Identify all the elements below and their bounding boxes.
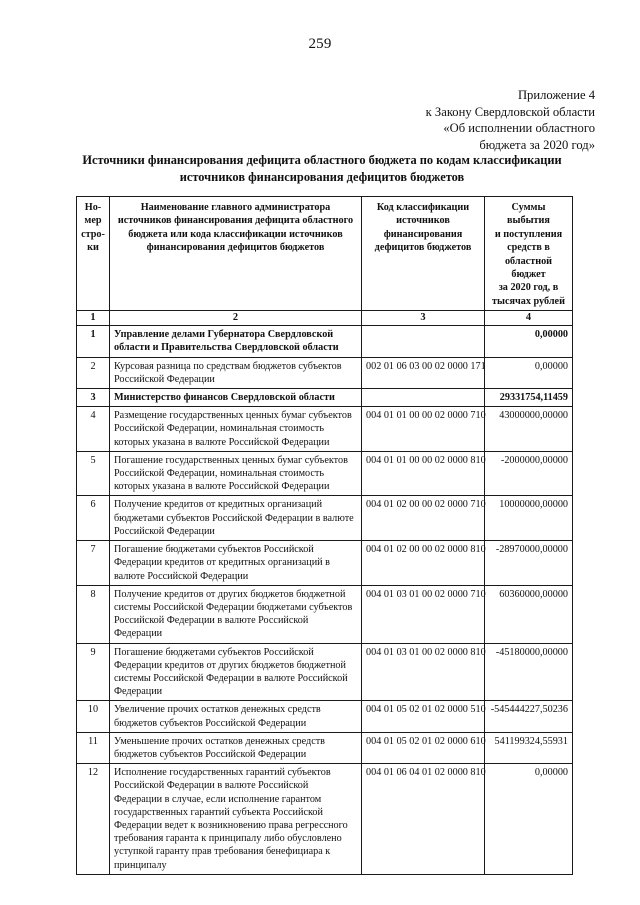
cell-administrator-name [110, 496, 362, 541]
text-line: Код классификации [376, 202, 470, 213]
text-line: дефицитов бюджетов [374, 242, 472, 254]
text-line: государственных гарантий субъекта Российской [114, 806, 323, 818]
cell-classification-code: 004 01 02 00 00 02 0000 810 [362, 541, 485, 586]
approval-line-1: Приложение 4 [517, 88, 595, 102]
column-number-row [77, 311, 573, 326]
cell-classification-code: 004 01 06 04 01 02 0000 810 [362, 764, 485, 875]
text-line: Увеличение прочих остатков денежных средств [114, 704, 321, 716]
text-line: Федерации кредитов от кредитных организаций в [114, 557, 330, 569]
table-row [77, 407, 573, 452]
header-amounts [485, 197, 573, 311]
cell-row-number: 12 [77, 764, 110, 875]
approval-block [295, 87, 595, 153]
column-number-4: 4 [485, 311, 573, 326]
text-line: Получение кредитов от других бюджетов бюджетной [114, 588, 346, 600]
document-title-line-2: источников финансирования дефицитов бюджетов [179, 169, 465, 184]
text-line: Российской Федерации [114, 373, 215, 385]
cell-amount: -545444227,50236 [485, 701, 573, 732]
cell-amount: 0,00000 [485, 357, 573, 388]
cell-amount: 541199324,55931 [485, 732, 573, 763]
text-line: источников финансирования дефицита областного [117, 215, 354, 227]
cell-classification-code: 004 01 05 02 01 02 0000 610 [362, 732, 485, 763]
text-line: за 2020 год, в [498, 282, 559, 294]
cell-administrator-name [110, 357, 362, 388]
cell-amount: 10000000,00000 [485, 496, 573, 541]
header-classification-code [362, 197, 485, 311]
document-title [68, 152, 576, 185]
column-number-2: 2 [110, 311, 362, 326]
text-line: областной бюджет [504, 255, 553, 281]
cell-row-number: 3 [77, 389, 110, 407]
text-line: системы Российской Федерации бюджетами субъектов [114, 601, 353, 613]
header-administrator-name [110, 197, 362, 311]
budget-table [76, 196, 573, 875]
cell-classification-code: 004 01 01 00 00 02 0000 710 [362, 407, 485, 452]
text-line: средств в [507, 242, 550, 254]
cell-row-number: 5 [77, 451, 110, 496]
text-line: Федерации в случае, если исполнение гарантом [114, 793, 322, 805]
text-line: Российской Федерации в валюте Российской [114, 615, 309, 627]
cell-classification-code [362, 389, 485, 407]
table-row [77, 643, 573, 701]
text-line: Федерации [114, 628, 163, 640]
text-line: и поступления [494, 228, 563, 240]
text-line: мер [84, 215, 102, 227]
text-line: Размещение государственных ценных бумаг субъектов [114, 410, 352, 422]
table-body [77, 311, 573, 875]
cell-amount: 60360000,00000 [485, 585, 573, 643]
text-line: Федерации кредитов от других бюджетов бюджетной [114, 659, 346, 671]
cell-amount: -28970000,00000 [485, 541, 573, 586]
text-line: Погашение бюджетами субъектов Российской [114, 646, 314, 658]
text-line: тысячах рублей [492, 295, 565, 307]
cell-amount: 0,00000 [485, 326, 573, 357]
cell-classification-code: 004 01 02 00 00 02 0000 710 [362, 496, 485, 541]
approval-line-4: бюджета за 2020 год» [479, 137, 595, 152]
text-line: Исполнение государственных гарантий субъектов [114, 767, 331, 779]
cell-row-number: 2 [77, 357, 110, 388]
text-line: которых указана в валюте Российской Федерации [114, 481, 330, 493]
text-line: Федерации ведет к возникновению права регрессного [114, 819, 348, 831]
cell-row-number: 1 [77, 326, 110, 357]
cell-classification-code [362, 326, 485, 357]
cell-amount: -2000000,00000 [485, 451, 573, 496]
cell-classification-code: 004 01 03 01 00 02 0000 810 [362, 643, 485, 701]
cell-row-number: 8 [77, 585, 110, 643]
text-line: Министерство финансов Свердловской области [114, 392, 335, 404]
text-line: которых указана в валюте Российской Федерации [114, 436, 330, 448]
text-line: бюджетов субъектов Российской Федерации [114, 748, 307, 760]
cell-administrator-name [110, 585, 362, 643]
budget-table-container [76, 196, 572, 875]
cell-amount: 0,00000 [485, 764, 573, 875]
cell-administrator-name [110, 451, 362, 496]
column-number-3: 3 [362, 311, 485, 326]
text-line: Погашение государственных ценных бумаг субъектов [114, 454, 348, 466]
table-row [77, 357, 573, 388]
text-line: финансирования [383, 228, 463, 240]
text-line: Российской Федерации [114, 525, 215, 537]
cell-administrator-name [110, 643, 362, 701]
text-line: Федерации [114, 686, 163, 698]
cell-administrator-name [110, 764, 362, 875]
text-line: Российской Федерации, номинальная стоимость [114, 468, 325, 480]
text-line: Управление делами Губернатора Свердловской [114, 329, 334, 341]
cell-classification-code: 004 01 01 00 00 02 0000 810 [362, 451, 485, 496]
cell-row-number: 11 [77, 732, 110, 763]
table-header [77, 197, 573, 311]
text-line: Наименование главного администратора [140, 202, 331, 213]
text-line: Российской Федерации, номинальная стоимость [114, 423, 325, 435]
table-row [77, 389, 573, 407]
approval-line-2: к Закону Свердловской области [425, 104, 595, 119]
cell-row-number: 7 [77, 541, 110, 586]
column-number-1: 1 [77, 311, 110, 326]
table-header-row [77, 197, 573, 311]
text-line: Но- [84, 202, 102, 213]
text-line: бюджета или кода классификации источников [128, 228, 343, 240]
text-line: Уменьшение прочих остатков денежных средств [114, 735, 325, 747]
cell-amount: -45180000,00000 [485, 643, 573, 701]
header-row-number [77, 197, 110, 311]
text-line: бюджетами субъектов Российской Федерации в валюте [114, 512, 354, 524]
approval-line-3: «Об исполнении областного [443, 121, 595, 135]
table-row [77, 451, 573, 496]
text-line: финансирования дефицитов бюджетов [146, 242, 325, 254]
table-row [77, 326, 573, 357]
text-line: области и Правительства Свердловской области [114, 342, 339, 354]
page-number: 259 [308, 36, 332, 52]
cell-amount: 29331754,11459 [485, 389, 573, 407]
table-row [77, 496, 573, 541]
cell-administrator-name [110, 541, 362, 586]
text-line: Получение кредитов от кредитных организаций [114, 499, 323, 511]
text-line: Курсовая разница по средствам бюджетов субъектов [114, 360, 342, 372]
cell-amount: 43000000,00000 [485, 407, 573, 452]
table-row [77, 764, 573, 875]
text-line: уступкой гаранту прав требования бенефициара к [114, 846, 331, 858]
text-line: бюджетов субъектов Российской Федерации [114, 717, 307, 729]
cell-classification-code: 002 01 06 03 00 02 0000 171 [362, 357, 485, 388]
text-line: валюте Российской Федерации [114, 570, 249, 582]
text-line: стро- [81, 228, 105, 240]
text-line: системы Российской Федерации в валюте Российской [114, 672, 348, 684]
text-line: Погашение бюджетами субъектов Российской [114, 544, 314, 556]
table-row [77, 541, 573, 586]
document-title-line-1: Источники финансирования дефицита областного бюджета по кодам классификации [82, 153, 562, 167]
cell-administrator-name [110, 732, 362, 763]
cell-administrator-name [110, 326, 362, 357]
cell-administrator-name [110, 407, 362, 452]
text-line: принципалу [114, 859, 167, 871]
text-line: источников [396, 215, 450, 227]
cell-row-number: 6 [77, 496, 110, 541]
cell-row-number: 9 [77, 643, 110, 701]
cell-administrator-name [110, 389, 362, 407]
table-row [77, 701, 573, 732]
table-row [77, 732, 573, 763]
text-line: Суммы выбытия [507, 202, 550, 227]
cell-row-number: 10 [77, 701, 110, 732]
cell-administrator-name [110, 701, 362, 732]
cell-classification-code: 004 01 05 02 01 02 0000 510 [362, 701, 485, 732]
table-row [77, 585, 573, 643]
text-line: Российской Федерации в валюте Российской [114, 780, 309, 792]
text-line: требования гаранта к принципалу либо обусловлено [114, 833, 342, 845]
cell-row-number: 4 [77, 407, 110, 452]
text-line: ки [87, 242, 99, 254]
cell-classification-code: 004 01 03 01 00 02 0000 710 [362, 585, 485, 643]
